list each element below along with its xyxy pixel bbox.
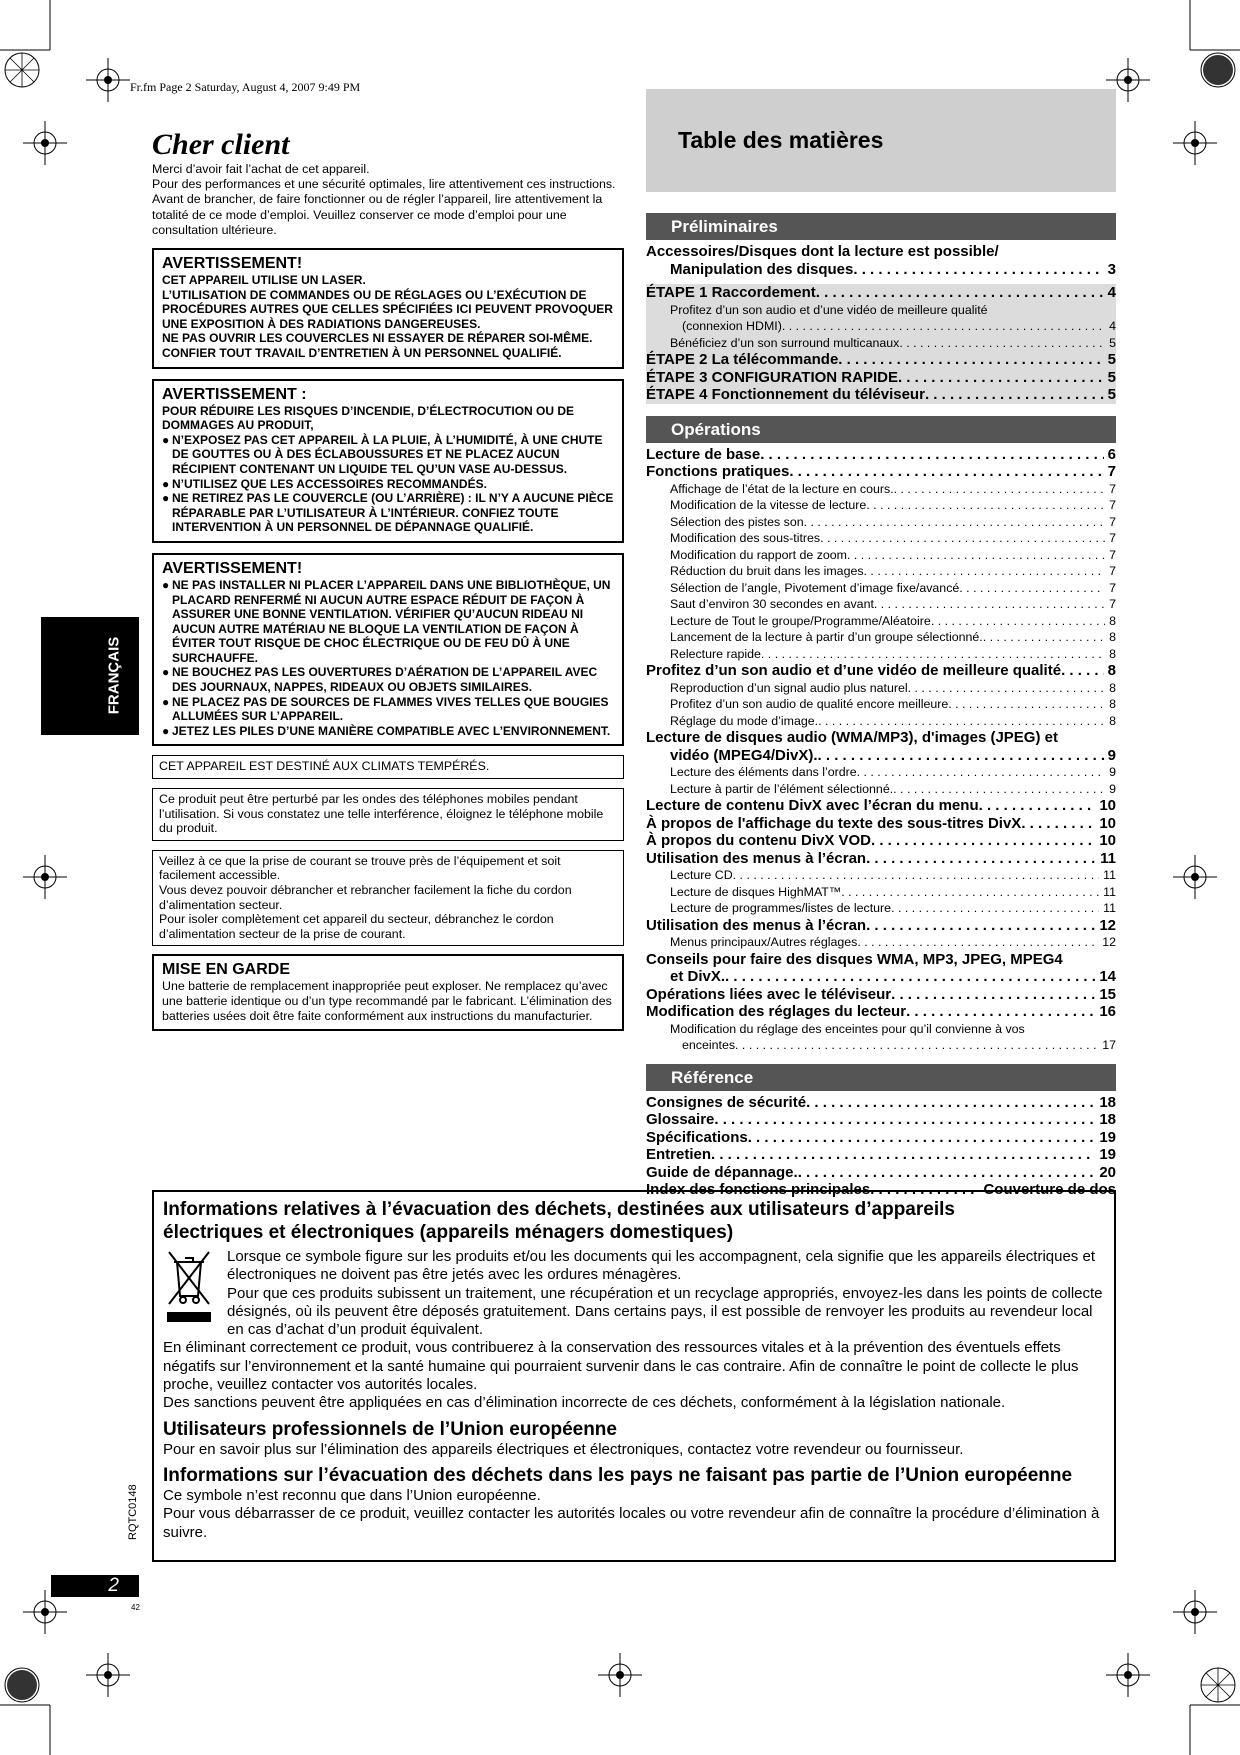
warning-bullet: NE PLACEZ PAS DE SOURCES DE FLAMMES VIVES TELLES QUE BOUGIES ALLUMÉES SUR L’APPAREIL. bbox=[172, 694, 609, 724]
toc-page-number: 7 bbox=[1109, 547, 1116, 562]
warning-line: CET APPAREIL UTILISE UN LASER. bbox=[162, 273, 366, 288]
warning-ventilation-box bbox=[152, 553, 624, 747]
toc-leader-dots bbox=[983, 629, 1105, 646]
toc-subentry[interactable] bbox=[646, 481, 1116, 498]
toc-entry[interactable] bbox=[646, 968, 1116, 986]
toc-leader-dots bbox=[818, 747, 1104, 765]
toc-entry[interactable] bbox=[646, 1129, 1116, 1147]
toc-subentry[interactable] bbox=[646, 530, 1116, 547]
toc-leader-dots bbox=[748, 1129, 1096, 1147]
toc-operations-list bbox=[646, 446, 1116, 1054]
toc-page-number: 11 bbox=[1100, 849, 1116, 867]
toc-entry[interactable]: ÉTAPE 3 CONFIGURATION RAPIDE . . . 5 bbox=[646, 369, 1116, 387]
bullet-icon: ● bbox=[162, 491, 170, 506]
toc-subentry[interactable] bbox=[646, 596, 1116, 613]
non-eu-heading: Informations sur l’évacuation des déchets dans les pays ne faisant pas partie de l’Union européenne bbox=[163, 1464, 1073, 1486]
toc-entry-label: Affichage de l’état de la lecture en cours. bbox=[670, 481, 894, 496]
toc-page-number: 7 bbox=[1109, 498, 1116, 512]
toc-subentry[interactable]: Bénéficiez d’un son surround multicanaux . . . 5 bbox=[646, 335, 1116, 352]
toc-entry[interactable] bbox=[646, 747, 1116, 765]
toc-entry-label: Lecture à partir de l’élément sélectionné. bbox=[670, 781, 894, 796]
page-number-box bbox=[51, 1575, 139, 1597]
bullet-icon: ● bbox=[162, 694, 170, 709]
power-line: Veillez à ce que la prise de courant se trouve près de l’équipement et soit facilement accessible. bbox=[159, 853, 561, 883]
toc-entry-label: Consignes de sécurité bbox=[646, 1093, 807, 1111]
toc-leader-dots bbox=[893, 781, 1105, 798]
toc-entry[interactable] bbox=[646, 832, 1116, 850]
toc-leader-dots bbox=[948, 696, 1105, 713]
disposal-paragraph: Des sanctions peuvent être appliquées en cas d’élimination incorrecte de ces déchets, conformément à la législation nationale. bbox=[163, 1394, 1006, 1412]
toc-page-number: 19 bbox=[1099, 1128, 1116, 1146]
toc-leader-dots bbox=[761, 646, 1105, 663]
toc-leader-dots bbox=[798, 1164, 1096, 1182]
toc-entry[interactable] bbox=[646, 951, 1116, 969]
bullet-icon: ● bbox=[162, 577, 170, 592]
warning-text bbox=[162, 273, 614, 361]
section-operations: Opérations bbox=[646, 416, 1116, 443]
toc-leader-dots bbox=[806, 1094, 1095, 1112]
warning-title: AVERTISSEMENT! bbox=[162, 255, 303, 273]
toc-leader-dots bbox=[725, 968, 1095, 986]
toc-page-number: 11 bbox=[1103, 884, 1116, 899]
toc-entry-label: Glossaire bbox=[646, 1111, 715, 1128]
toc-leader-dots bbox=[891, 986, 1095, 1004]
toc-entry[interactable] bbox=[646, 729, 1116, 747]
toc-entry-label: Profitez d’un son audio et d’une vidéo de meilleure qualité bbox=[646, 662, 1062, 679]
toc-leader-dots bbox=[818, 713, 1105, 730]
toc-page-number: 10 bbox=[1099, 814, 1116, 832]
toc-page-number: 9 bbox=[1109, 765, 1116, 779]
intro-text bbox=[152, 162, 624, 238]
toc-entry[interactable] bbox=[646, 917, 1116, 935]
warning-line: L’UTILISATION DE COMMANDES OU DE RÉGLAGES OU L’EXÉCUTION DE PROCÉDURES AUTRES QUE CELLES SPÉCIFIÉES ICI PEUVENT PROVOQUER UNE EXPOSITION À DES RADIATIONS DANGEREUSES. bbox=[162, 287, 613, 331]
toc-entry[interactable] bbox=[646, 850, 1116, 868]
toc-leader-dots bbox=[871, 832, 1095, 850]
toc-leader-dots bbox=[847, 547, 1105, 564]
toc-page-number: Couverture de dos bbox=[983, 1181, 1116, 1198]
toc-entry-label: Réglage du mode d’image. bbox=[670, 713, 819, 728]
toc-entry-label: Saut d’environ 30 secondes en avant bbox=[670, 597, 874, 611]
toc-entry-label: Menus principaux/Autres réglages bbox=[670, 935, 858, 949]
toc-entry-label: Spécifications bbox=[646, 1128, 748, 1146]
toc-entry-label: Guide de dépannage. bbox=[646, 1163, 798, 1181]
toc-leader-dots bbox=[866, 497, 1105, 514]
disposal-title: Informations relatives à l’évacuation des déchets, destinées aux utilisateurs d’appareils électriques et électroniques (appareils ménagers domestiques) bbox=[163, 1199, 955, 1243]
mobile-notice: Ce produit peut être perturbé par les ondes des téléphones mobiles pendant l’utilisation. Si vous constatez une telle interférence, éloignez le téléphone mobile du produit. bbox=[152, 788, 624, 841]
toc-page-number: 8 bbox=[1109, 680, 1116, 695]
toc-subentry[interactable] bbox=[646, 547, 1116, 564]
toc-page-number: 9 bbox=[1109, 781, 1116, 796]
toc-entry-label: Modification du rapport de zoom bbox=[670, 547, 848, 562]
toc-page-number: 7 bbox=[1109, 580, 1116, 595]
toc-entry-label: enceintes bbox=[682, 1038, 736, 1052]
toc-entry[interactable]: Accessoires/Disques dont la lecture est possible/ bbox=[646, 243, 999, 260]
warning-title: AVERTISSEMENT : bbox=[162, 385, 307, 403]
bullet-icon: ● bbox=[162, 432, 170, 447]
warning-text bbox=[162, 404, 614, 535]
toc-page-number: 17 bbox=[1102, 1038, 1116, 1052]
file-header: Fr.fm Page 2 Saturday, August 4, 2007 9:49 PM bbox=[130, 80, 361, 94]
toc-leader-dots bbox=[931, 613, 1105, 630]
bullet-icon: ● bbox=[162, 665, 170, 680]
toc-leader-dots bbox=[1061, 662, 1104, 680]
disposal-paragraph: Lorsque ce symbole figure sur les produits et/ou les documents qui les accompagnent, cela signifie que les appareils électriques et électroniques ne doivent pas être jetés avec les ordures ménagères. bbox=[227, 1248, 1095, 1284]
toc-subentry[interactable] bbox=[646, 1037, 1116, 1054]
toc-subentry[interactable]: (connexion HDMI) . . . 4 bbox=[646, 318, 1116, 335]
toc-page-number: 19 bbox=[1099, 1146, 1116, 1163]
toc-page-number: 11 bbox=[1103, 868, 1116, 882]
toc-subentry[interactable] bbox=[646, 1021, 1116, 1038]
toc-page-number: 8 bbox=[1109, 630, 1116, 644]
page-number: 2 bbox=[108, 1575, 119, 1596]
caution-box bbox=[152, 954, 624, 1031]
toc-page-number: 8 bbox=[1109, 613, 1116, 628]
toc-entry[interactable] bbox=[646, 1003, 1116, 1021]
toc-entry-label: Lancement de la lecture à partir d’un groupe sélectionné. bbox=[670, 630, 983, 644]
disposal-paragraph: Pour que ces produits subissent un traitement, une récupération et un recyclage appropriés, envoyez-les dans les points de collecte désignés, où ils peuvent être déposés gratuitement. Dans certains pays, il est possible de renvoyer les produits au revendeur local en cas d’achat d’un produit équivalent. bbox=[227, 1284, 1103, 1339]
toc-page-number: 7 bbox=[1109, 481, 1116, 496]
toc-leader-dots bbox=[789, 463, 1103, 481]
disposal-paragraph: Ce symbole n’est reconnu que dans l’Union européenne. bbox=[163, 1486, 541, 1504]
toc-subentry[interactable] bbox=[646, 867, 1116, 884]
toc-entry-label: Lecture CD bbox=[670, 868, 733, 882]
toc-entry[interactable] bbox=[646, 662, 1116, 680]
toc-entry[interactable] bbox=[646, 986, 1116, 1004]
intro-line: Avant de brancher, de faire fonctionner ou de régler l’appareil, lire attentivement la totalité de ce mode d’emploi. Veuillez conserver ce mode d’emploi pour une consultation ultérieure. bbox=[152, 192, 603, 237]
toc-prelim-list bbox=[646, 243, 1116, 404]
toc-subentry[interactable] bbox=[646, 497, 1116, 514]
toc-leader-dots bbox=[733, 867, 1099, 884]
toc-subentry[interactable] bbox=[646, 934, 1116, 951]
toc-entry-label: Utilisation des menus à l’écran bbox=[646, 849, 867, 867]
left-column bbox=[152, 128, 624, 1031]
section-preliminaires: Préliminaires bbox=[646, 213, 1116, 240]
warning-laser-box bbox=[152, 248, 624, 369]
toc-leader-dots bbox=[711, 1146, 1095, 1164]
toc-page-number: 18 bbox=[1099, 1093, 1116, 1111]
toc-entry[interactable] bbox=[646, 797, 1116, 815]
toc-leader-dots bbox=[820, 530, 1105, 547]
toc-leader-dots bbox=[874, 596, 1105, 613]
power-notice bbox=[152, 850, 624, 947]
toc-leader-dots bbox=[866, 850, 1096, 868]
disposal-paragraph: Pour en savoir plus sur l’élimination des appareils électriques et électroniques, contactez votre revendeur ou fournisseur. bbox=[163, 1440, 964, 1458]
toc-entry-label: Lecture de contenu DivX avec l’écran du menu bbox=[646, 797, 979, 814]
warning-bullet: JETEZ LES PILES D’UNE MANIÈRE COMPATIBLE AVEC L’ENVIRONNEMENT. bbox=[172, 723, 611, 738]
toc-entry-label: Réduction du bruit dans les images bbox=[670, 564, 864, 578]
toc-entry[interactable] bbox=[646, 1094, 1116, 1112]
disposal-symbol-block bbox=[163, 1248, 1104, 1339]
toc-subentry[interactable] bbox=[646, 900, 1116, 917]
toc-leader-dots bbox=[804, 514, 1105, 531]
warning-bullet: NE RETIREZ PAS LE COUVERCLE (OU L’ARRIÈRE) : IL N’Y A AUCUNE PIÈCE RÉPARABLE PAR L’UTILISATEUR À L’INTÉRIEUR. CONFIEZ TOUTE INTERVENTION À UN PERSONNEL DE DÉPANNAGE QUALIFIÉ. bbox=[172, 491, 614, 535]
toc-page-number: 7 bbox=[1109, 531, 1116, 545]
toc-leader-dots bbox=[735, 1037, 1098, 1054]
intro-line: Merci d’avoir fait l’achat de cet appareil. bbox=[152, 162, 370, 176]
toc-page-number: 14 bbox=[1099, 968, 1116, 985]
toc-entry-label: Sélection de l’angle, Pivotement d’image fixe/avancé bbox=[670, 580, 960, 595]
print-sheet-number: 42 bbox=[131, 1603, 140, 1612]
toc-entry-label: Conseils pour faire des disques WMA, MP3, JPEG, MPEG4 bbox=[646, 950, 1063, 968]
crossed-bin-icon bbox=[163, 1248, 227, 1339]
toc-page-number: 18 bbox=[1099, 1111, 1116, 1128]
toc-subentry[interactable] bbox=[646, 580, 1116, 597]
warning-bullet: N’EXPOSEZ PAS CET APPAREIL À LA PLUIE, À L’HUMIDITÉ, À UNE CHUTE DE GOUTTES OU À DES ÉCLABOUSSURES ET NE PLACEZ AUCUN RÉCIPIENT CONTENANT UN LIQUIDE TEL QU’UN VASE AU-DESSUS. bbox=[172, 432, 603, 476]
toc-entry-label: Fonctions pratiques bbox=[646, 463, 790, 480]
toc-entry[interactable]: ÉTAPE 1 Raccordement . . . 4 bbox=[646, 284, 1116, 302]
climate-notice: CET APPAREIL EST DESTINÉ AUX CLIMATS TEMPÉRÉS. bbox=[152, 755, 624, 779]
page-title: Cher client bbox=[152, 128, 290, 161]
warning-bullet: NE BOUCHEZ PAS LES OUVERTURES D’AÉRATION DE L’APPAREIL AVEC DES JOURNAUX, NAPPES, RIDEAUX OU OBJETS SIMILAIRES. bbox=[172, 665, 598, 695]
toc-entry-label: Lecture de programmes/listes de lecture bbox=[670, 901, 892, 915]
bullet-icon: ● bbox=[162, 723, 170, 738]
toc-subentry[interactable] bbox=[646, 514, 1116, 531]
toc-entry-label: Profitez d’un son audio de qualité encore meilleure bbox=[670, 697, 949, 711]
toc-page-number: 7 bbox=[1109, 597, 1116, 611]
toc-entry[interactable]: Manipulation des disques . . . 3 bbox=[646, 261, 1116, 279]
toc-subentry[interactable] bbox=[646, 696, 1116, 713]
power-line: Pour isoler complètement cet appareil du secteur, débranchez le cordon d’alimentation secteur de la prise de courant. bbox=[159, 912, 554, 941]
toc-leader-dots bbox=[1021, 815, 1095, 833]
power-line: Vous devez pouvoir débrancher et rebrancher facilement la fiche du cordon d’alimentation secteur. bbox=[159, 883, 572, 912]
toc-entry-label: Sélection des pistes son bbox=[670, 514, 804, 529]
language-tab bbox=[41, 617, 139, 735]
warning-fire-box bbox=[152, 379, 624, 543]
toc-entry[interactable] bbox=[646, 1164, 1116, 1182]
toc-entry[interactable]: ÉTAPE 2 La télécommande . . . 5 bbox=[646, 351, 1116, 369]
toc-page-number: 12 bbox=[1099, 916, 1116, 934]
toc-page-number: 10 bbox=[1099, 832, 1116, 849]
toc-entry-label: Lecture de Tout le groupe/Programme/Aléatoire bbox=[670, 613, 931, 628]
toc-highlight-block bbox=[646, 284, 1116, 404]
toc-page-number: 8 bbox=[1107, 662, 1116, 679]
toc-entry-label: vidéo (MPEG4/DivX). bbox=[670, 746, 818, 764]
toc-leader-dots bbox=[979, 797, 1096, 815]
toc-page-number: 11 bbox=[1103, 901, 1116, 915]
toc-page-number: 9 bbox=[1107, 746, 1116, 764]
disposal-paragraph: En éliminant correctement ce produit, vous contribuerez à la conservation des ressources vitales et à la prévention des éventuels effets négatifs sur l’environnement et la santé humaine qui pourraient survenir dans le cas contraire. Afin de connaître le point de collecte le plus proche, veuillez contacter vos autorités locales. bbox=[163, 1339, 1079, 1394]
toc-entry[interactable] bbox=[646, 1111, 1116, 1129]
toc-entry-label: Modification des réglages du lecteur bbox=[646, 1003, 907, 1020]
toc-subentry[interactable] bbox=[646, 563, 1116, 580]
toc-leader-dots bbox=[908, 680, 1105, 697]
toc-entry-label: Entretien bbox=[646, 1146, 712, 1163]
bullet-icon: ● bbox=[162, 476, 170, 491]
toc-subentry[interactable] bbox=[646, 884, 1116, 901]
disposal-paragraph: Pour vous débarrasser de ce produit, veuillez contacter les autorités locales ou votre revendeur afin de connaître la procédure d’élimination à suivre. bbox=[163, 1505, 1100, 1541]
intro-line: Pour des performances et une sécurité optimales, lire attentivement ces instructions. bbox=[152, 177, 616, 192]
section-reference: Référence bbox=[646, 1064, 1116, 1091]
toc-entry-label: Lecture de disques audio (WMA/MP3), d'images (JPEG) et bbox=[646, 729, 1058, 746]
toc-entry-label: Modification du réglage des enceintes pour qu’il convienne à vos bbox=[670, 1021, 1025, 1036]
toc-page-number: 10 bbox=[1099, 797, 1116, 814]
toc-subentry[interactable] bbox=[646, 629, 1116, 646]
toc-entry[interactable] bbox=[646, 446, 1116, 464]
toc-entry-label: Modification de la vitesse de lecture bbox=[670, 498, 867, 512]
toc-page-number: 8 bbox=[1109, 646, 1116, 661]
toc-entry-label: et DivX. bbox=[670, 968, 726, 985]
toc-leader-dots bbox=[841, 884, 1099, 901]
toc-leader-dots bbox=[857, 934, 1098, 951]
disposal-info-box bbox=[152, 1190, 1116, 1562]
toc-entry[interactable] bbox=[646, 463, 1116, 481]
model-code: RQTC0148 bbox=[127, 1484, 139, 1540]
language-tab-label: FRANÇAIS bbox=[105, 636, 123, 715]
toc-entry[interactable] bbox=[646, 815, 1116, 833]
toc-page-number: 20 bbox=[1099, 1163, 1116, 1181]
toc-page-number: 8 bbox=[1109, 697, 1116, 711]
toc-page-number: 16 bbox=[1099, 1003, 1116, 1020]
toc-entry-label: Lecture des éléments dans l’ordre bbox=[670, 765, 857, 779]
toc-entry-label: À propos du contenu DivX VOD bbox=[646, 832, 872, 849]
toc-page-number: 12 bbox=[1102, 935, 1116, 949]
toc-entry-label: Lecture de base bbox=[646, 445, 761, 463]
toc-entry-label: À propos de l'affichage du texte des sous-titres DivX bbox=[646, 814, 1022, 832]
toc-leader-dots bbox=[714, 1111, 1095, 1129]
warning-text bbox=[162, 578, 614, 739]
toc-entry-label: Index des fonctions principales bbox=[646, 1181, 871, 1198]
toc-page-number: 15 bbox=[1099, 985, 1116, 1003]
toc-entry[interactable] bbox=[646, 1146, 1116, 1164]
toc-subentry[interactable] bbox=[646, 680, 1116, 697]
toc-page-number: 7 bbox=[1109, 564, 1116, 578]
toc-subentry[interactable] bbox=[646, 613, 1116, 630]
toc-leader-dots bbox=[760, 446, 1103, 464]
toc-entry-label: Opérations liées avec le téléviseur bbox=[646, 985, 892, 1003]
toc-entry-label: Modification des sous-titres bbox=[670, 531, 821, 545]
toc-subentry[interactable]: Profitez d’un son audio et d’une vidéo de meilleure qualité bbox=[670, 302, 988, 317]
warning-line: NE PAS OUVRIR LES COUVERCLES NI ESSAYER DE RÉPARER SOI-MÊME. CONFIER TOUT TRAVAIL D’ENTRETIEN À UN PERSONNEL QUALIFIÉ. bbox=[162, 331, 593, 360]
warning-bullet: NE PAS INSTALLER NI PLACER L’APPAREIL DANS UNE BIBLIOTHÈQUE, UN PLACARD RENFERMÉ NI AUCUN AUTRE ESPACE RÉDUIT DE FAÇON À ASSURER UNE BONNE VENTILATION. VÉRIFIER QU’AUCUN RIDEAU NI AUCUN AUTRE MATÉRIAU NE BLOQUE LA VENTILATION DE FAÇON À ÉVITER TOUT RISQUE DE CHOC ÉLECTRIQUE OU DE FEU DÛ À UNE SURCHAUFFE. bbox=[172, 577, 611, 665]
toc-leader-dots bbox=[864, 563, 1106, 580]
caution-title: MISE EN GARDE bbox=[162, 961, 291, 979]
toc-subentry[interactable] bbox=[646, 764, 1116, 781]
toc-entry-label: Lecture de disques HighMAT™ bbox=[670, 884, 842, 899]
toc-title: Table des matières bbox=[646, 89, 1116, 192]
toc-leader-dots bbox=[906, 1003, 1095, 1021]
toc-leader-dots bbox=[894, 481, 1105, 498]
toc-subentry[interactable] bbox=[646, 781, 1116, 798]
toc-entry[interactable]: ÉTAPE 4 Fonctionnement du téléviseur . . . 5 bbox=[646, 386, 1116, 404]
caution-text: Une batterie de remplacement inappropriée peut exploser. Ne remplacez qu’avec une batterie identique ou d’un type recommandé par le fabricant. L’élimination des batteries usées doit être faite conformément aux instructions du manufacturier. bbox=[162, 979, 612, 1023]
warning-title: AVERTISSEMENT! bbox=[162, 559, 303, 577]
toc-entry-label: Utilisation des menus à l’écran bbox=[646, 916, 867, 934]
toc-page-number: 6 bbox=[1107, 445, 1116, 463]
table-of-contents bbox=[646, 89, 1116, 1199]
toc-entry-label: Reproduction d’un signal audio plus naturel bbox=[670, 680, 908, 695]
toc-leader-dots bbox=[891, 900, 1099, 917]
toc-page-number: 8 bbox=[1109, 713, 1116, 728]
warning-line: POUR RÉDUIRE LES RISQUES D’INCENDIE, D’ÉLECTROCUTION OU DE DOMMAGES AU PRODUIT, bbox=[162, 403, 575, 433]
toc-leader-dots bbox=[857, 764, 1105, 781]
professional-users-heading: Utilisateurs professionnels de l’Union européenne bbox=[163, 1418, 617, 1440]
toc-leader-dots bbox=[866, 917, 1095, 935]
warning-bullet: N’UTILISEZ QUE LES ACCESSOIRES RECOMMANDÉS. bbox=[172, 476, 487, 491]
toc-entry-label: Relecture rapide bbox=[670, 646, 761, 661]
toc-leader-dots bbox=[959, 580, 1105, 597]
toc-page-number: 7 bbox=[1107, 463, 1116, 480]
toc-page-number: 7 bbox=[1109, 514, 1116, 529]
toc-reference-list bbox=[646, 1094, 1116, 1199]
toc-subentry[interactable] bbox=[646, 646, 1116, 663]
toc-subentry[interactable] bbox=[646, 713, 1116, 730]
